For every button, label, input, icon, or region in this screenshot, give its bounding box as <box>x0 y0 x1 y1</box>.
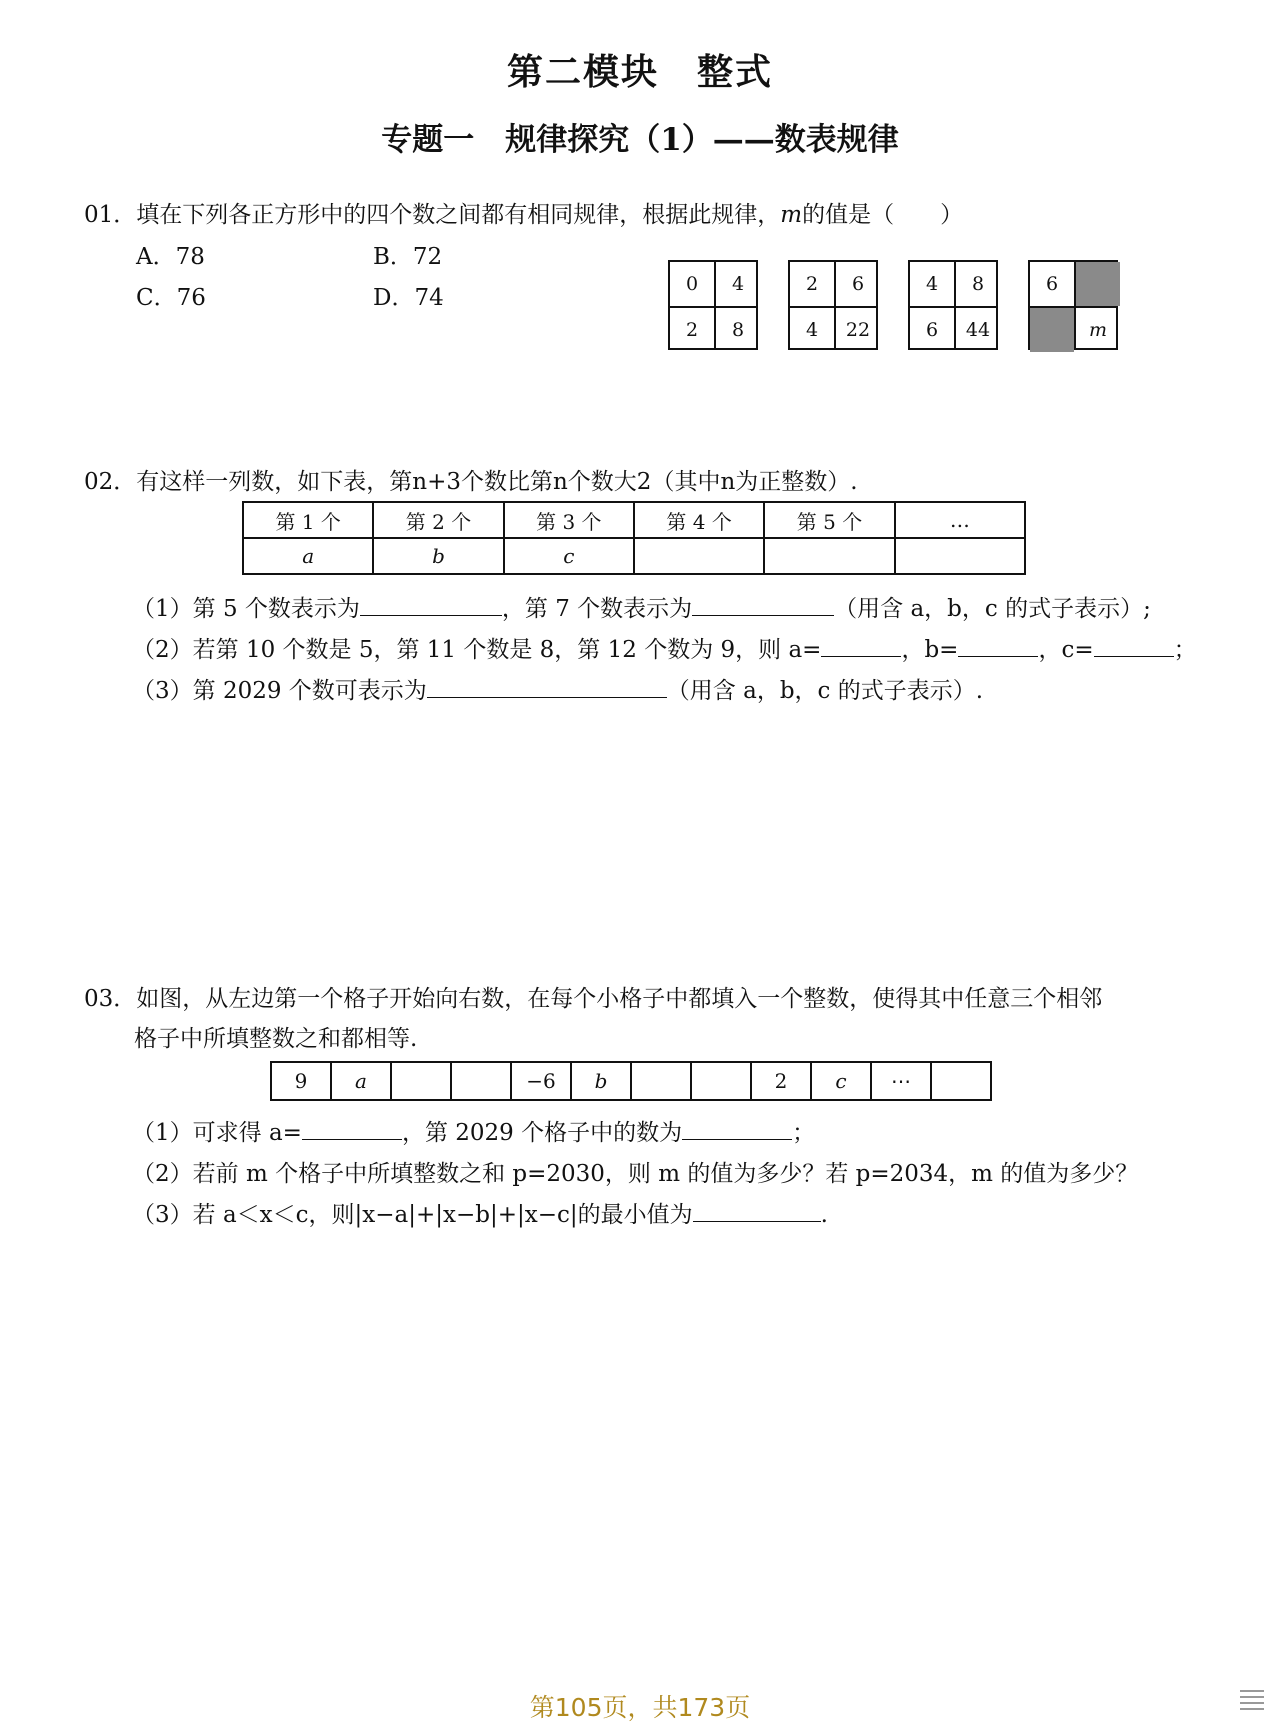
grid-cell: 9 <box>271 1062 331 1100</box>
answer-blank[interactable] <box>427 677 667 698</box>
q1-stem-post: 的值是（ ） <box>802 202 964 228</box>
square-cell: 6 <box>925 319 939 341</box>
square-cell: 4 <box>925 273 939 295</box>
table-cell <box>895 538 1025 574</box>
table-row <box>243 538 1025 574</box>
answer-blank[interactable] <box>692 595 834 616</box>
answer-blank[interactable] <box>693 1201 821 1222</box>
q1-option-a: A．78 <box>136 244 205 270</box>
table-cell: a <box>243 538 373 574</box>
menu-lines-icon[interactable] <box>1238 1686 1266 1718</box>
page-indicator: 第105页，共173页 <box>529 1693 751 1722</box>
square-cell: 2 <box>805 273 819 295</box>
q1-number: 01． <box>84 202 137 228</box>
q2-number: 02． <box>84 469 137 495</box>
q3-part2: （2）若前 m 个格子中所填整数之和 p=2030，则 m 的值为多少？若 p=2034，m 的值为多少？ <box>132 1161 1139 1187</box>
q1-option-b: B．72 <box>373 244 443 270</box>
grid-cell: a <box>331 1062 391 1100</box>
square-cell: 6 <box>1045 273 1059 295</box>
answer-blank[interactable] <box>360 595 502 616</box>
q2-stem <box>84 463 858 496</box>
grid-cell <box>691 1062 751 1100</box>
grid-cell <box>391 1062 451 1100</box>
table-cell <box>634 538 764 574</box>
table-header-cell: 第 3 个 <box>504 502 634 538</box>
table-header-cell: 第 4 个 <box>634 502 764 538</box>
q3-part3-text-a: （3）若 a＜x＜c，则|x−a|+|x−b|+|x−c|的最小值为 <box>132 1202 693 1228</box>
answer-blank[interactable] <box>682 1119 792 1140</box>
q1-stem-var: m <box>780 202 803 228</box>
q2-part2-text-b: ，b= <box>901 637 959 663</box>
square-cell: 0 <box>685 273 699 295</box>
table-header-cell: 第 5 个 <box>764 502 894 538</box>
shaded-cell <box>1030 308 1074 352</box>
answer-blank[interactable] <box>1094 636 1174 657</box>
q2-part1-text-c: （用含 a，b，c 的式子表示）; <box>834 596 1151 622</box>
q2-part1-text-b: ，第 7 个数表示为 <box>501 596 693 622</box>
q1-option-d: D．74 <box>373 285 444 311</box>
q3-cell-row <box>270 1061 992 1101</box>
q3-part1-text-b: ，第 2029 个格子中的数为 <box>401 1120 683 1146</box>
q3-stem-text-1: 如图，从左边第一个格子开始向右数，在每个小格子中都填入一个整数，使得其中任意三个相邻 <box>136 986 1103 1012</box>
q3-part1 <box>132 1114 815 1147</box>
topic-title: 专题一 规律探究（1）——数表规律 <box>381 122 899 158</box>
grid-cell: ⋯ <box>871 1062 931 1100</box>
square-cell: 22 <box>845 319 871 341</box>
table-cell: b <box>373 538 503 574</box>
q1-square-1 <box>668 260 758 350</box>
q2-part1 <box>132 590 1151 623</box>
q2-stem-text: 有这样一列数，如下表，第n+3个数比第n个数大2（其中n为正整数）. <box>136 469 858 495</box>
q1-square-3 <box>908 260 998 350</box>
q3-stem-line1 <box>84 980 1102 1013</box>
table-cell: c <box>504 538 634 574</box>
square-cell: 2 <box>685 319 699 341</box>
table-cell <box>764 538 894 574</box>
q3-part3-text-b: . <box>820 1202 828 1228</box>
q1-square-2 <box>788 260 878 350</box>
q2-part2-text-a: （2）若第 10 个数是 5，第 11 个数是 8，第 12 个数为 9，则 a= <box>132 637 822 663</box>
q2-table <box>242 501 1026 575</box>
q3-stem-line2: 格子中所填整数之和都相等. <box>134 1026 418 1052</box>
q3-part1-text-a: （1）可求得 a= <box>132 1120 302 1146</box>
answer-blank[interactable] <box>302 1119 402 1140</box>
square-cell: 44 <box>965 319 991 341</box>
q1-stem <box>84 196 963 229</box>
q2-part3 <box>132 672 983 705</box>
table-header-cell: 第 2 个 <box>373 502 503 538</box>
answer-blank[interactable] <box>821 636 901 657</box>
q2-part2-text-c: ，c= <box>1038 637 1094 663</box>
grid-cell <box>931 1062 991 1100</box>
grid-cell: −6 <box>511 1062 571 1100</box>
q3-part1-text-c: ； <box>792 1120 816 1146</box>
q2-part3-text-b: （用含 a，b，c 的式子表示）. <box>666 678 984 704</box>
table-header-cell: … <box>895 502 1025 538</box>
q3-number: 03． <box>84 986 137 1012</box>
square-cell: 8 <box>971 273 985 295</box>
q2-part2-text-d: ； <box>1173 637 1197 663</box>
square-cell: 4 <box>805 319 819 341</box>
square-cell: 4 <box>731 273 745 295</box>
answer-blank[interactable] <box>958 636 1038 657</box>
grid-cell: c <box>811 1062 871 1100</box>
grid-cell <box>451 1062 511 1100</box>
grid-cell: b <box>571 1062 631 1100</box>
q1-square-4 <box>1028 260 1118 350</box>
q2-part1-text-a: （1）第 5 个数表示为 <box>132 596 360 622</box>
shaded-cell <box>1076 262 1120 306</box>
q3-part3 <box>132 1196 828 1229</box>
table-row <box>243 502 1025 538</box>
grid-cell: 2 <box>751 1062 811 1100</box>
grid-cell <box>631 1062 691 1100</box>
module-title: 第二模块 整式 <box>506 51 773 93</box>
square-cell-m: m <box>1088 319 1108 341</box>
q2-part3-text-a: （3）第 2029 个数可表示为 <box>132 678 427 704</box>
square-cell: 8 <box>731 319 745 341</box>
square-cell: 6 <box>851 273 865 295</box>
q1-option-c: C．76 <box>136 285 206 311</box>
table-header-cell: 第 1 个 <box>243 502 373 538</box>
q2-part2 <box>132 631 1197 664</box>
q1-stem-pre: 填在下列各正方形中的四个数之间都有相同规律，根据此规律， <box>136 202 781 228</box>
table-row <box>271 1062 991 1100</box>
